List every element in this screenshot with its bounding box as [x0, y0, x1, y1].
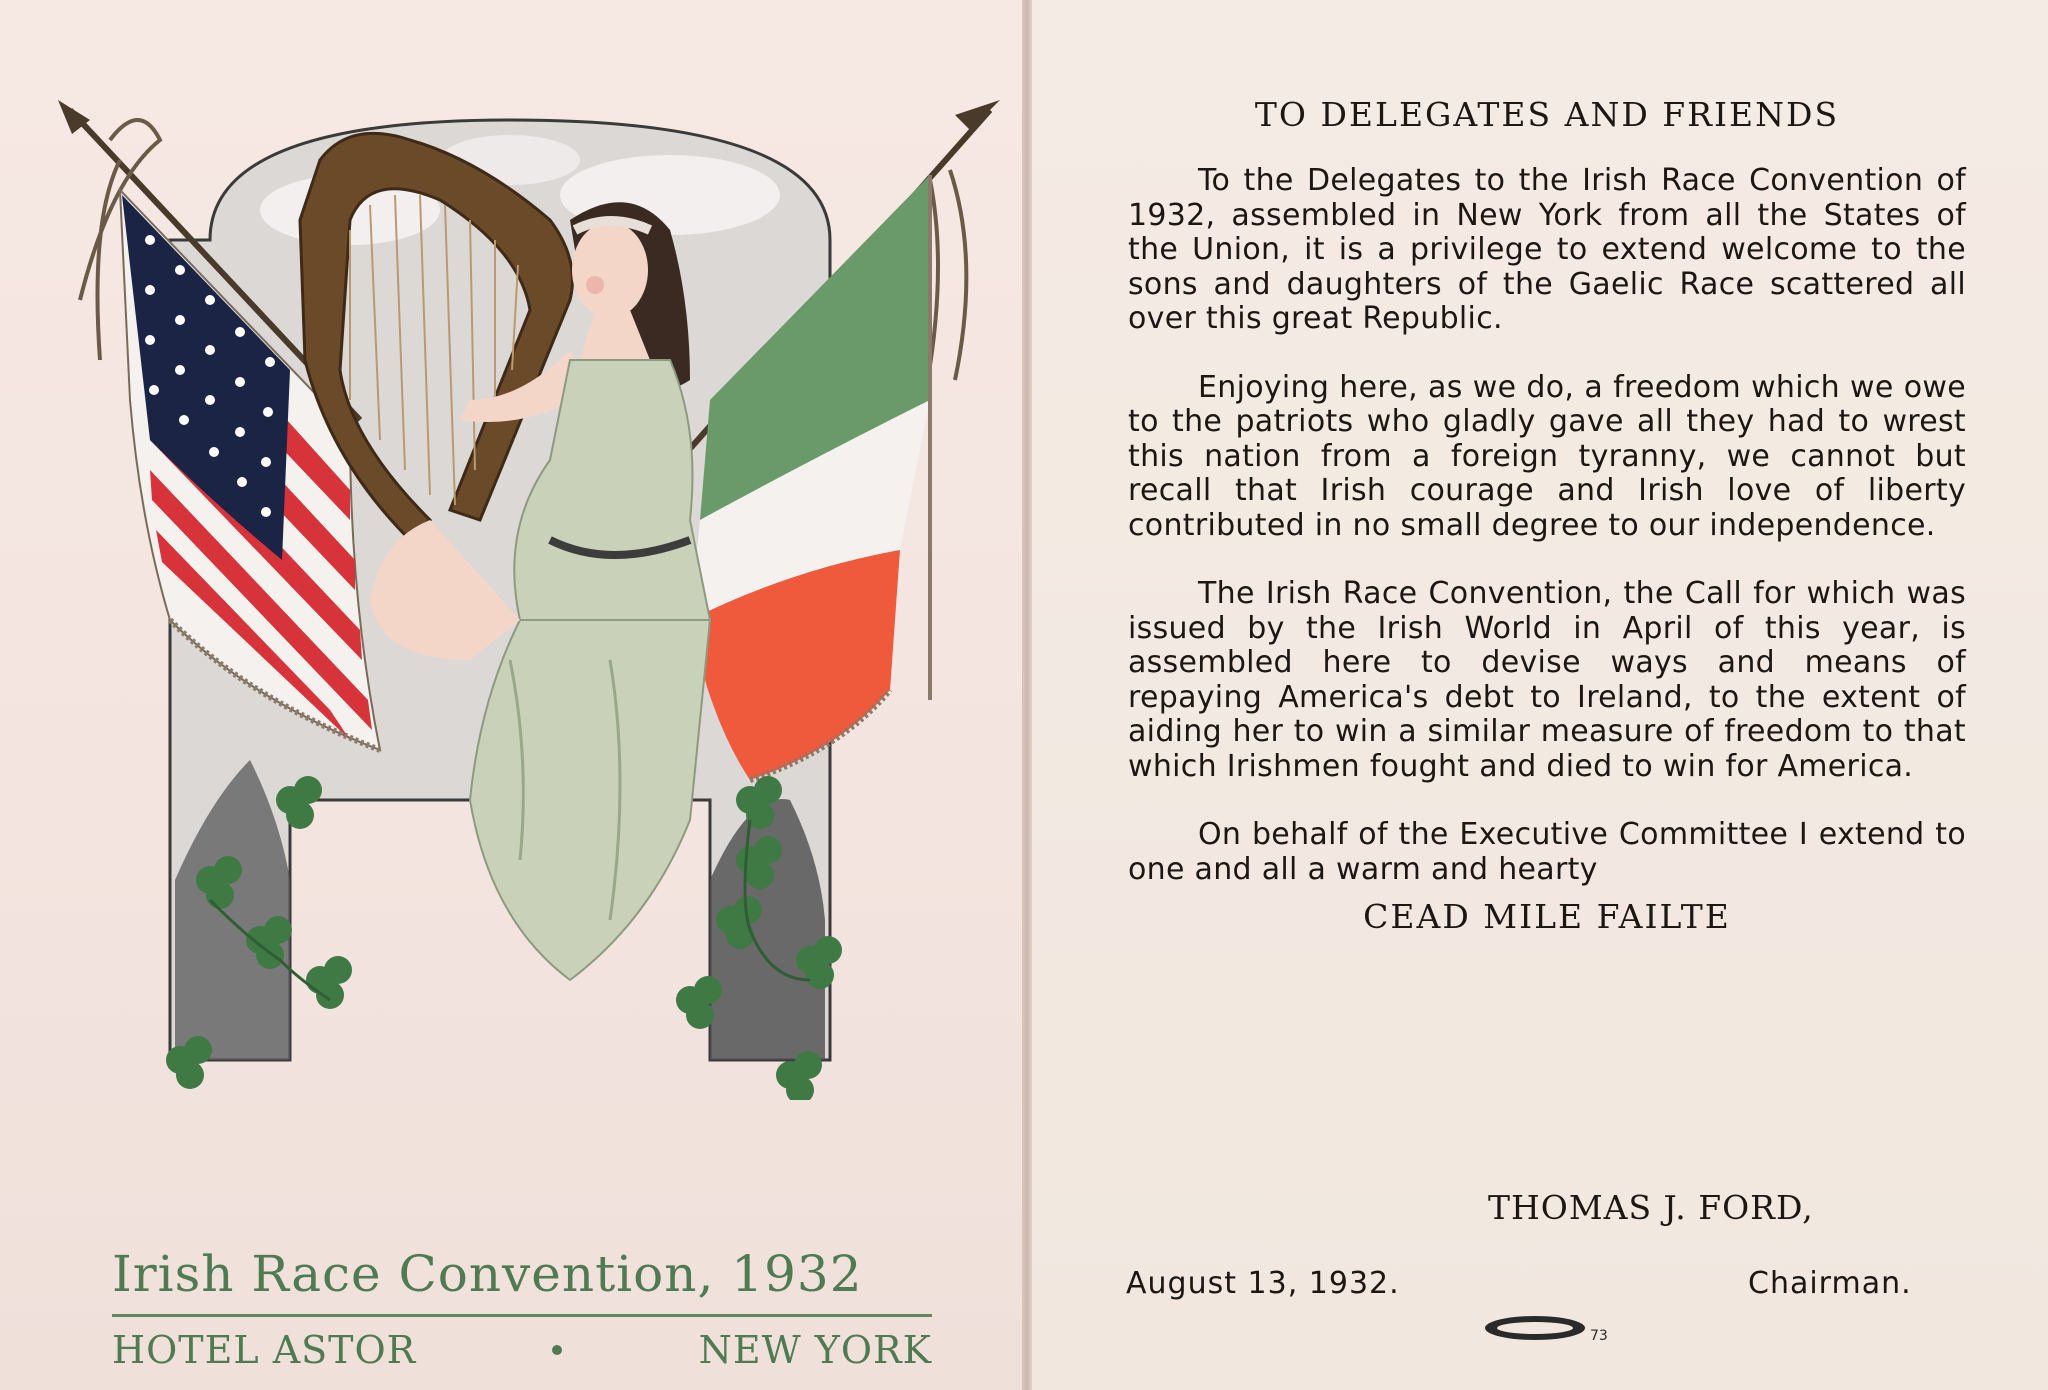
venue-name: HOTEL ASTOR [112, 1328, 417, 1372]
letter-paragraph: On behalf of the Executive Committee I extend to one and all a warm and hearty [1128, 817, 1966, 887]
left-page [0, 0, 1022, 1390]
letter-date: August 13, 1932. [1126, 1266, 1400, 1301]
letter-paragraph: The Irish Race Convention, the Call for which was issued by the Irish World in April of this year, is assembled here to devise ways and means of repaying America's debt to Ireland, to the extent of aiding her to win a similar measure of freedom to that which Irishmen fought and died to win for America. [1128, 576, 1966, 784]
bullet-separator [552, 1345, 562, 1355]
letter-paragraph: Enjoying here, as we do, a freedom which we owe to the patriots who gladly gave all they had to wrest this nation from a foreign tyranny, we cannot but recall that Irish courage and Irish love of liberty contributed in no small degree to our independence. [1128, 369, 1966, 543]
event-title: Irish Race Convention, 1932 [112, 1245, 863, 1303]
union-label-number: 73 [1590, 1328, 1608, 1344]
venue-line [112, 1328, 932, 1372]
letter-heading: TO DELEGATES AND FRIENDS [1254, 95, 1840, 134]
union-label-icon [1480, 1310, 1610, 1350]
greeting: CEAD MILE FAILTE [1363, 897, 1731, 936]
welcome-letter [1128, 95, 1966, 936]
signer-name: THOMAS J. FORD, [1488, 1188, 1814, 1227]
book-gutter [1022, 0, 1032, 1390]
venue-city: NEW YORK [698, 1328, 932, 1372]
footer-divider [112, 1314, 932, 1317]
signer-title: Chairman. [1748, 1266, 1912, 1301]
harpist-illustration [50, 100, 1010, 1100]
letter-paragraph: To the Delegates to the Irish Race Convention of 1932, assembled in New York from all the States of the Union, it is a privilege to extend welcome to the sons and daughters of the Gaelic Race scattered all over this great Republic. [1128, 163, 1966, 336]
